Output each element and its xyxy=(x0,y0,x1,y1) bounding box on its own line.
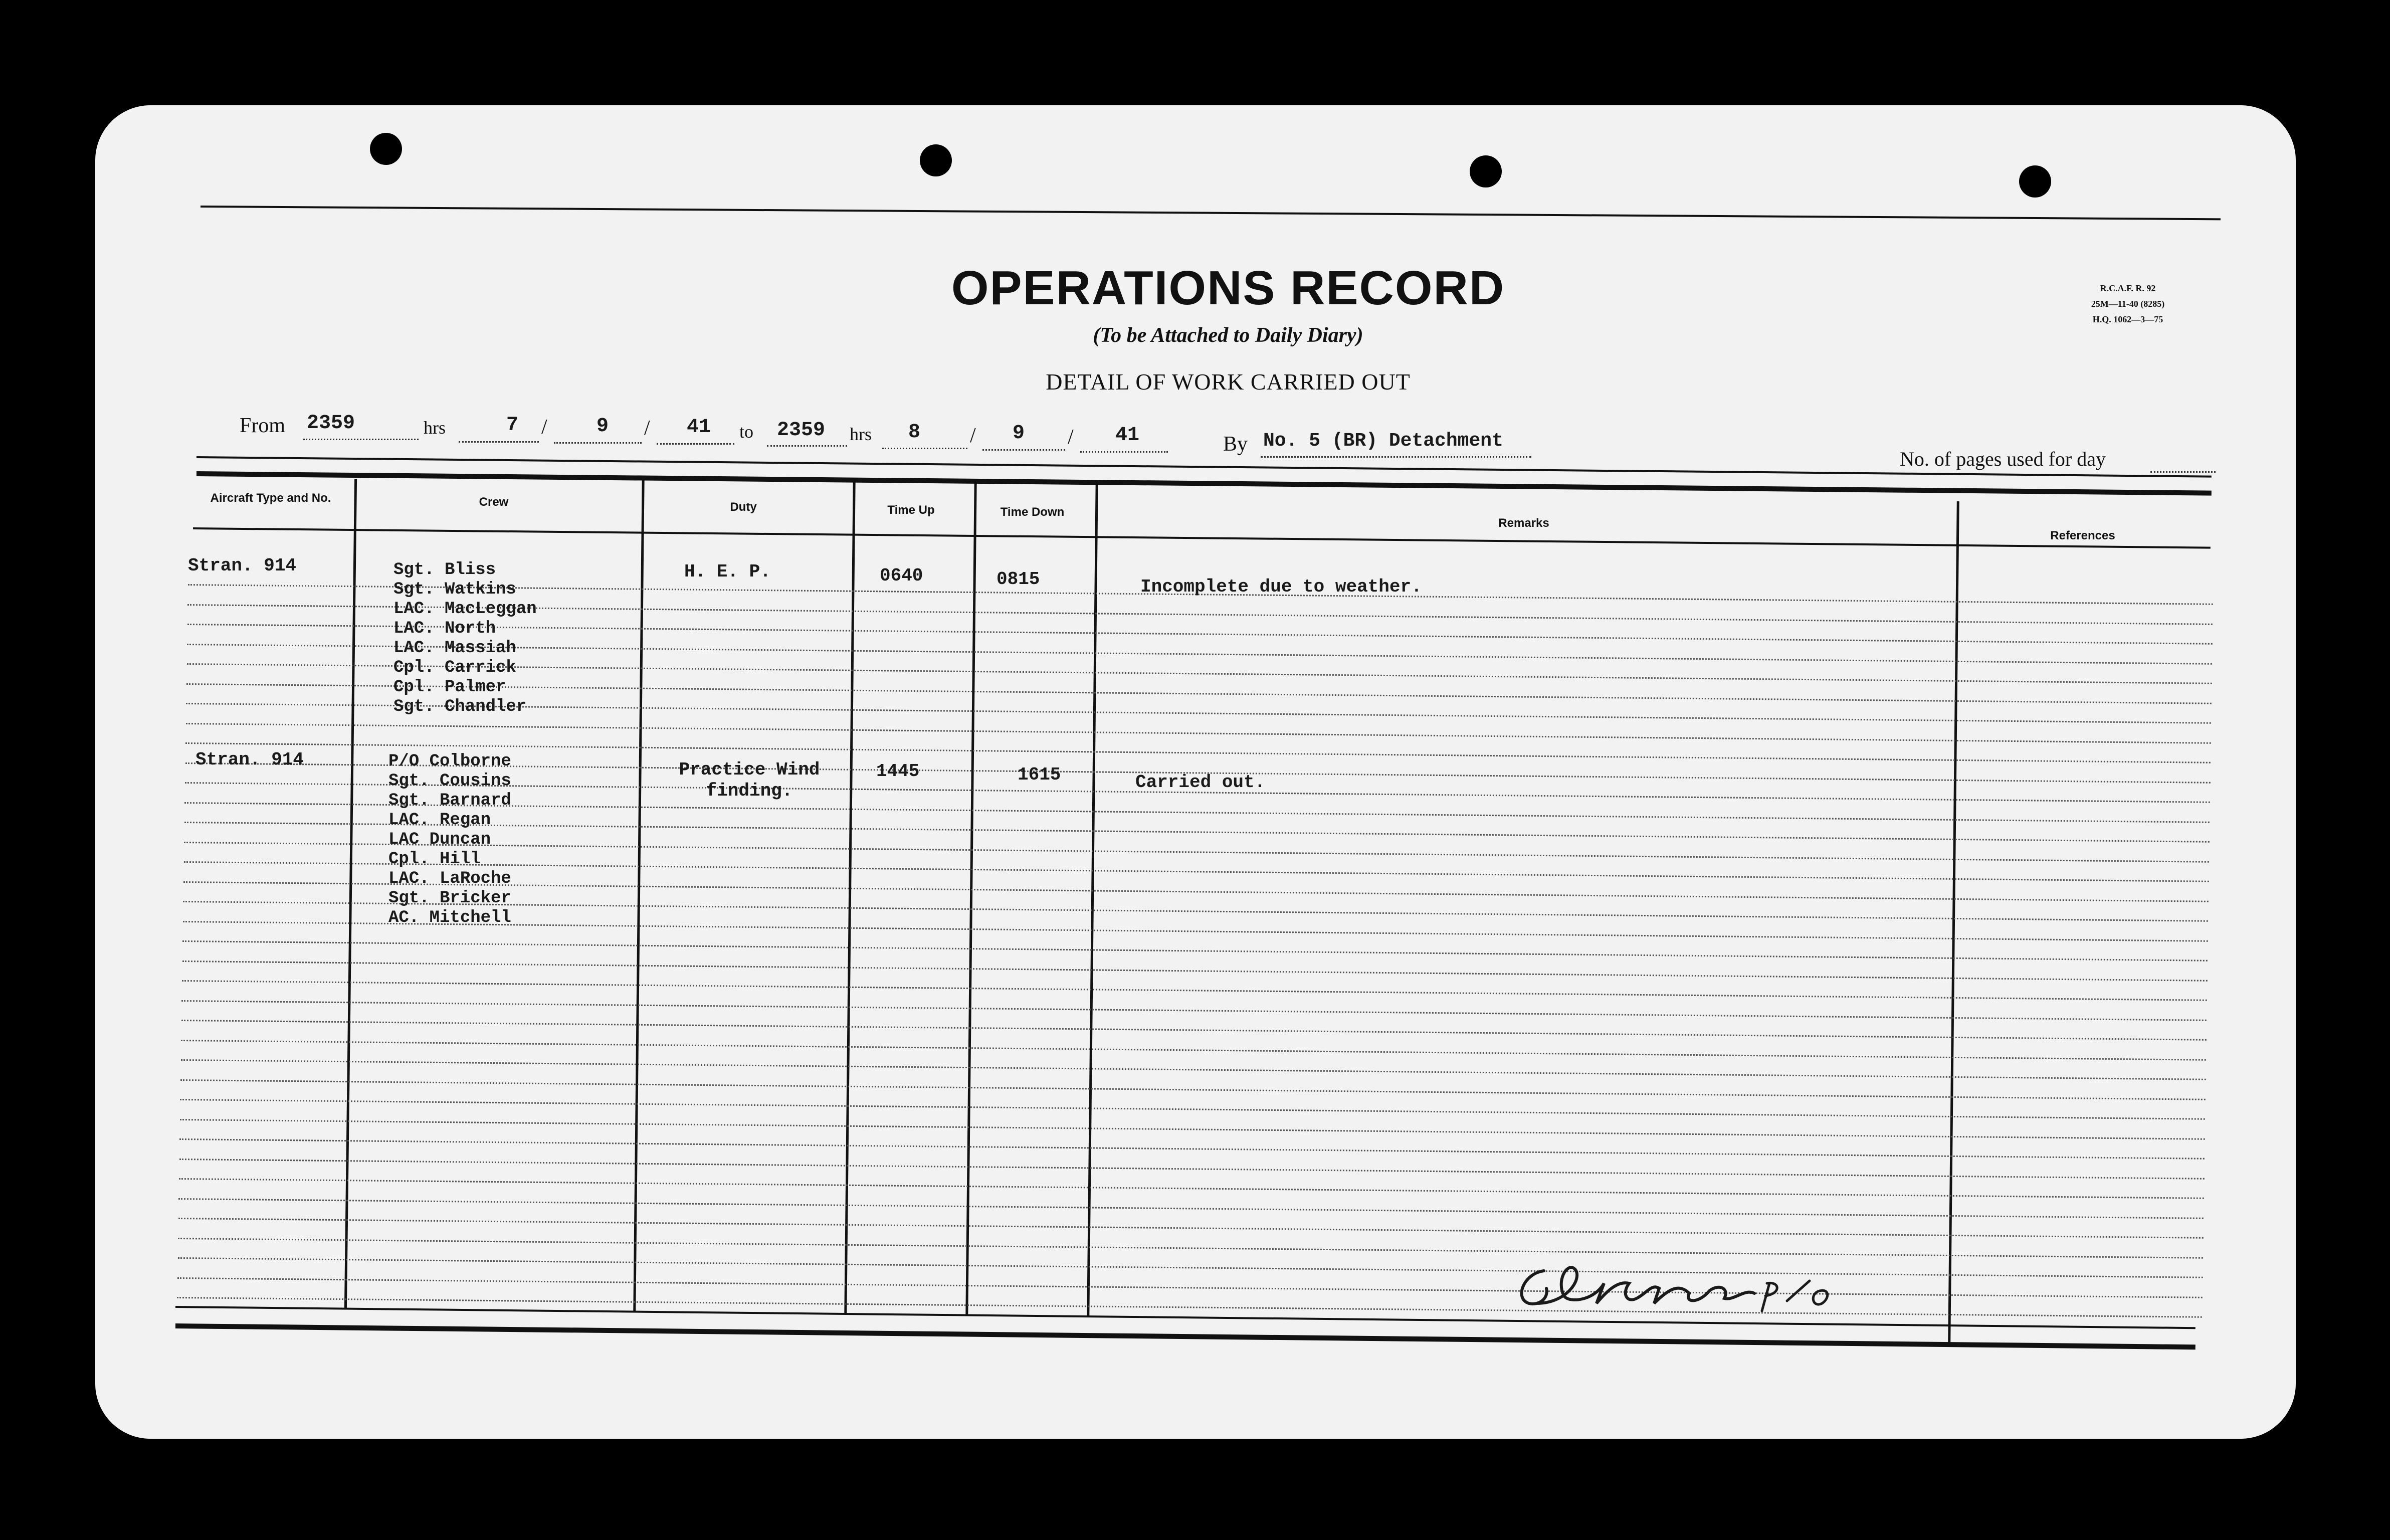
punch-hole xyxy=(1470,155,1502,187)
crew-member: P/O Colborne xyxy=(388,752,511,771)
crew-member: LAC. Massiah xyxy=(393,639,516,658)
signature xyxy=(1509,1253,1850,1323)
from-day-line xyxy=(459,441,539,443)
hrs-label: hrs xyxy=(424,418,446,438)
crew-member: LAC Duncan xyxy=(388,830,491,849)
page-title: OPERATIONS RECORD xyxy=(951,261,1505,315)
from-year: 41 xyxy=(687,416,711,439)
to-month-line xyxy=(982,449,1065,451)
from-month: 9 xyxy=(596,415,609,438)
crew-member: Sgt. Bliss xyxy=(393,560,496,580)
entry-crew-list xyxy=(388,752,511,928)
hrs-label: hrs xyxy=(850,424,872,444)
column-header-references: References xyxy=(2050,529,2115,542)
crew-member: Sgt. Barnard xyxy=(388,791,511,810)
to-year-line xyxy=(1080,451,1168,453)
entry-time-up: 0640 xyxy=(880,565,923,586)
entry-time-down: 1615 xyxy=(1018,764,1061,785)
from-day: 7 xyxy=(506,414,519,437)
pages-label: No. of pages used for day xyxy=(1900,448,2106,470)
crew-member: LAC. North xyxy=(393,619,496,638)
to-day: 8 xyxy=(908,421,921,444)
unit-line xyxy=(1261,456,1531,458)
crew-member: Sgt. Watkins xyxy=(393,580,516,599)
unit-name: No. 5 (BR) Detachment xyxy=(1263,430,1503,452)
from-label: From xyxy=(240,414,286,437)
entry-time-down: 0815 xyxy=(997,569,1040,590)
form-number-line: H.Q. 1062—3—75 xyxy=(2092,314,2163,324)
column-header-time-down: Time Down xyxy=(1000,505,1065,519)
from-time: 2359 xyxy=(307,412,355,435)
form-number-line: 25M—11-40 (8285) xyxy=(2091,299,2165,309)
entry-aircraft: Stran. 914 xyxy=(195,749,304,770)
by-label: By xyxy=(1223,433,1248,456)
page-subtitle: (To be Attached to Daily Diary) xyxy=(1093,324,1363,347)
from-time-line xyxy=(303,439,419,440)
crew-member: AC. Mitchell xyxy=(388,908,511,927)
to-year: 41 xyxy=(1115,424,1140,447)
entry-time-up: 1445 xyxy=(876,761,920,782)
top-rule xyxy=(201,206,2221,220)
form-number xyxy=(2070,281,2185,327)
crew-member: LAC. Regan xyxy=(388,811,491,830)
entry-remarks: Carried out. xyxy=(1135,772,1266,793)
column-header-aircraft: Aircraft Type and No. xyxy=(210,491,331,505)
to-label: to xyxy=(739,422,754,442)
entry-remarks: Incomplete due to weather. xyxy=(1140,576,1422,597)
crew-member: Sgt. Chandler xyxy=(393,697,527,716)
entry-aircraft: Stran. 914 xyxy=(188,555,297,576)
from-year-line xyxy=(657,443,734,445)
punch-hole xyxy=(920,144,952,176)
punch-hole xyxy=(370,133,402,165)
section-heading: DETAIL OF WORK CARRIED OUT xyxy=(1046,369,1411,395)
to-time: 2359 xyxy=(777,419,826,442)
column-header-time-up: Time Up xyxy=(887,503,935,517)
to-month: 9 xyxy=(1013,422,1025,445)
from-month-line xyxy=(554,442,642,444)
date-separator: / xyxy=(1068,426,1074,449)
column-header-duty: Duty xyxy=(730,500,757,514)
to-day-line xyxy=(882,448,967,449)
entry-duty: H. E. P. xyxy=(684,561,771,582)
entry-duty: Practice Wind finding. xyxy=(679,759,820,801)
form-number-line: R.C.A.F. R. 92 xyxy=(2100,283,2156,293)
crew-member: Cpl. Palmer xyxy=(393,678,506,697)
entry-crew-list xyxy=(393,560,537,717)
crew-member: Cpl. Hill xyxy=(388,850,481,869)
crew-member: Sgt. Bricker xyxy=(388,889,511,908)
to-time-line xyxy=(767,445,847,447)
column-header-crew: Crew xyxy=(479,495,509,509)
pages-line xyxy=(2150,471,2216,473)
date-separator: / xyxy=(970,424,976,447)
column-header-remarks: Remarks xyxy=(1498,516,1549,530)
date-separator: / xyxy=(644,417,650,440)
crew-member: Sgt. Cousins xyxy=(388,772,511,791)
punch-hole xyxy=(2019,165,2051,198)
crew-member: Cpl. Carrick xyxy=(393,658,516,677)
crew-member: LAC. MacLeggan xyxy=(393,600,537,619)
date-separator: / xyxy=(541,416,547,439)
crew-member: LAC. LaRoche xyxy=(388,869,511,888)
